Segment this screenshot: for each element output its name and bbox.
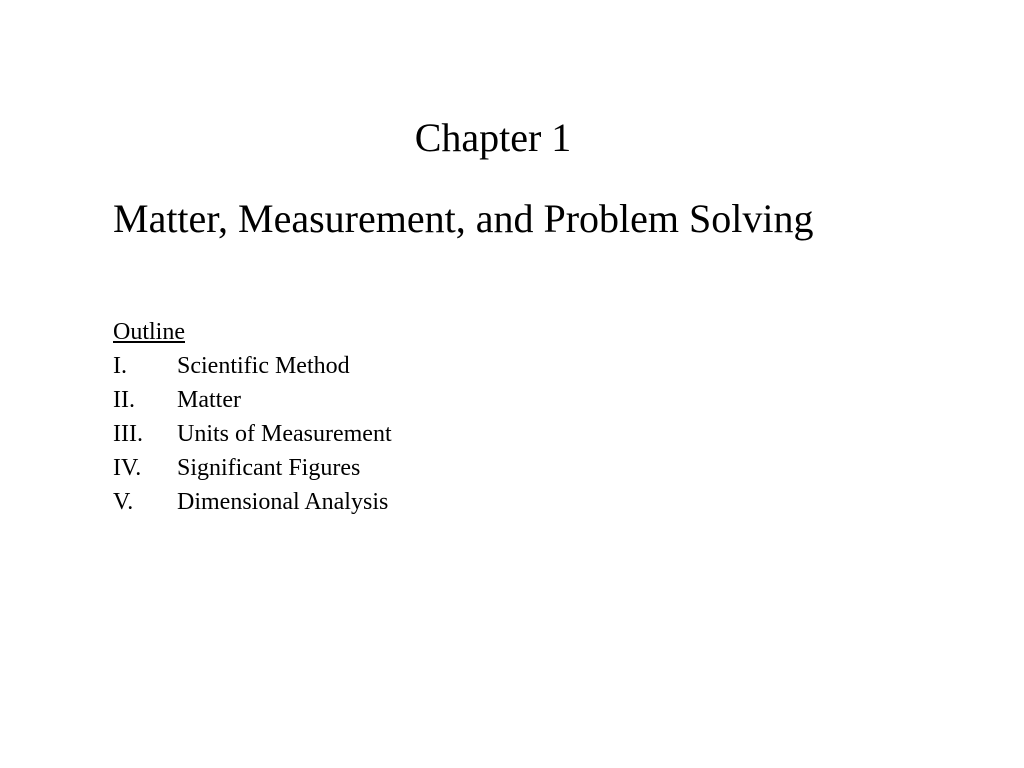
outline-label: Units of Measurement [177,421,392,447]
outline-list [113,349,392,519]
chapter-title: Chapter 1 [414,115,572,160]
list-item [113,485,392,519]
outline-section [113,315,392,519]
outline-numeral: I. [113,353,127,379]
list-item [113,349,392,383]
outline-numeral: V. [113,489,134,515]
list-item [113,451,392,485]
slide-title: Matter, Measurement, and Problem Solving [113,196,814,241]
outline-label: Significant Figures [177,455,361,481]
outline-label: Scientific Method [177,353,350,379]
outline-numeral: II. [113,387,135,413]
list-item [113,383,392,417]
outline-heading: Outline [113,319,185,345]
outline-numeral: III. [113,421,143,447]
outline-label: Matter [177,387,241,413]
outline-label: Dimensional Analysis [177,489,389,515]
outline-numeral: IV. [113,455,142,481]
list-item [113,417,392,451]
